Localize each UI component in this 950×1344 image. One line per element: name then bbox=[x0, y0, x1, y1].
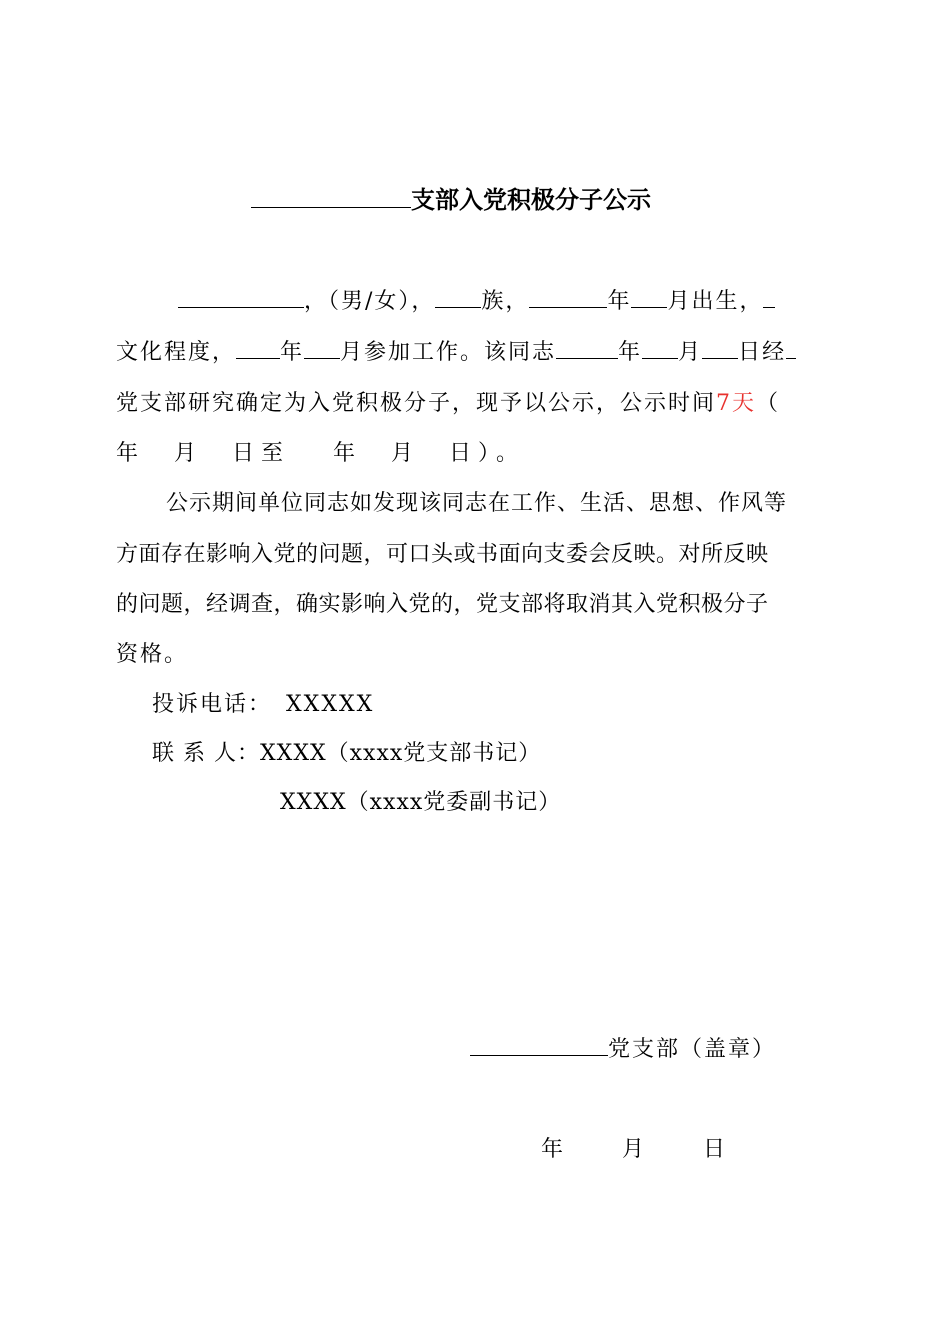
work-text: 月参加工作。该同志 bbox=[340, 340, 557, 365]
title-text: 支部入党积极分子公示 bbox=[411, 186, 651, 214]
contact-label: 联 系 人： bbox=[152, 741, 260, 766]
edu-blank bbox=[763, 287, 775, 308]
gender-text: ，（男/女）， bbox=[304, 289, 436, 314]
work-month-blank bbox=[304, 338, 340, 359]
branch-stamp-text: 党支部（盖章） bbox=[608, 1037, 777, 1062]
decide-year-text: 年 bbox=[618, 340, 643, 365]
days-text: 7天 bbox=[716, 391, 757, 416]
phone-row bbox=[152, 687, 374, 718]
para1-line1 bbox=[178, 284, 775, 315]
para1-line3 bbox=[116, 386, 780, 417]
work-year-blank bbox=[236, 338, 280, 359]
contact-person-1: XXXX（xxxx党支部书记） bbox=[260, 741, 542, 766]
education-text: 文化程度， bbox=[116, 340, 237, 365]
para2-line1: 公示期间单位同志如发现该同志在工作、生活、思想、作风等 bbox=[166, 491, 788, 516]
decide-month-blank bbox=[642, 338, 678, 359]
page-title bbox=[251, 180, 651, 215]
decision-text: 党支部研究确定为入党积极分子，现予以公示，公示时间 bbox=[116, 391, 717, 416]
phone-value: XXXXX bbox=[286, 692, 375, 717]
decide-year-blank bbox=[556, 338, 618, 359]
ethnic-blank bbox=[435, 287, 481, 308]
para1-line2 bbox=[116, 335, 796, 366]
branch-name-blank bbox=[251, 181, 411, 208]
signature-row bbox=[470, 1032, 776, 1063]
para2-line4: 资格。 bbox=[116, 642, 189, 667]
contact-person-2: XXXX（xxxx党委副书记） bbox=[280, 790, 562, 815]
decide-month-text: 月 bbox=[678, 340, 703, 365]
period-text: 年 月 日至 年 月 日）。 bbox=[116, 441, 525, 466]
signature-date: 年 月 日 bbox=[541, 1137, 731, 1162]
paren-text: （ bbox=[756, 391, 781, 416]
decide-day-text: 日经 bbox=[738, 340, 787, 365]
name-blank bbox=[178, 287, 304, 308]
phone-label: 投诉电话： bbox=[152, 692, 273, 717]
decide-day-blank bbox=[702, 338, 738, 359]
ethnic-text: 族， bbox=[481, 289, 530, 314]
birth-text: 月出生， bbox=[667, 289, 764, 314]
branch-blank bbox=[786, 338, 796, 359]
contact-row-1 bbox=[152, 736, 541, 767]
birth-year-blank bbox=[529, 287, 607, 308]
para1-line4 bbox=[116, 436, 525, 467]
branch-stamp-blank bbox=[470, 1035, 608, 1056]
work-year-text: 年 bbox=[280, 340, 305, 365]
birth-year-text: 年 bbox=[607, 289, 632, 314]
contact-row-2 bbox=[280, 785, 561, 816]
para2-line3: 的问题，经调查，确实影响入党的，党支部将取消其入党积极分子 bbox=[116, 592, 769, 617]
para2-line2: 方面存在影响入党的问题，可口头或书面向支委会反映。对所反映 bbox=[116, 542, 769, 567]
birth-month-blank bbox=[631, 287, 667, 308]
